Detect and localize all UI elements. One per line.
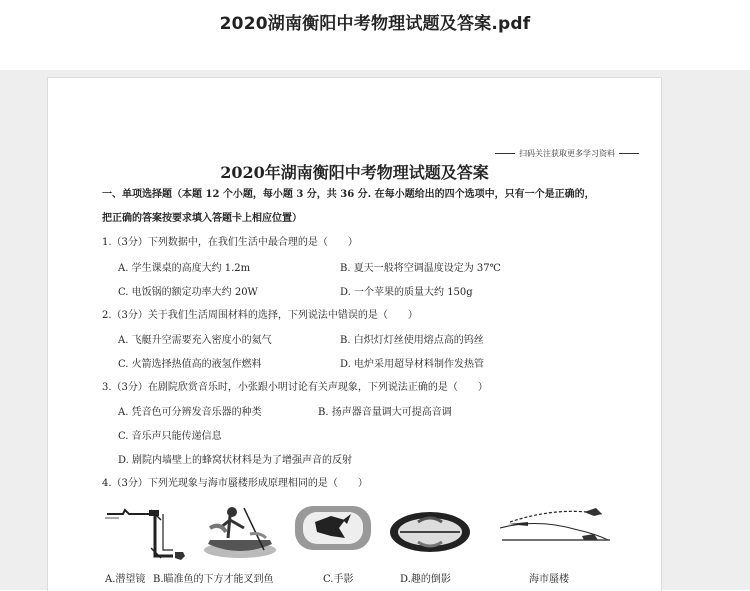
scan-note <box>491 148 643 159</box>
question-2-stem: 2.（3分）关于我们生活周围材料的选择，下列说法中错误的是（ ） <box>102 310 418 321</box>
section-heading-line1: 一、单项选择题（本题 12 个小题，每小题 3 分，共 36 分. 在每小题给出的四个选项中，只有一个是正确的， <box>102 189 595 200</box>
spear-fishing-figure <box>200 498 280 562</box>
question-1-option-c: C. 电饭锅的额定功率大约 20W <box>118 287 258 298</box>
question-3-option-a: A. 凭音色可分辨发音乐器的种类 <box>118 407 262 418</box>
question-1-option-a: A. 学生课桌的高度大约 1.2m <box>118 263 251 274</box>
question-2-option-d: D. 电炉采用超导材料制作发热管 <box>340 359 485 370</box>
hand-shadow-figure <box>293 502 373 562</box>
figure-caption-d: D.趣的倒影 <box>400 574 451 585</box>
question-3-option-d: D. 剧院内墙壁上的蜂窝状材料是为了增强声音的反射 <box>118 455 353 466</box>
question-4-stem: 4.（3分）下列光现象与海市蜃楼形成原理相同的是（ ） <box>102 478 368 489</box>
question-3-stem: 3.（3分）在剧院欣赏音乐时，小张跟小明讨论有关声现象，下列说法正确的是（ ） <box>102 382 488 393</box>
pdf-page <box>47 77 662 591</box>
question-4-figures <box>103 498 643 585</box>
periscope-figure <box>103 504 193 562</box>
question-3-option-b: B. 扬声器音量调大可提高音调 <box>318 407 452 418</box>
file-title: 2020湖南衡阳中考物理试题及答案.pdf <box>219 14 531 34</box>
question-3-option-c: C. 音乐声只能传递信息 <box>118 431 222 442</box>
figure-caption-b: B.瞄准鱼的下方才能叉到鱼 <box>153 574 274 585</box>
figure-caption-a: A.潜望镜 <box>105 574 146 585</box>
question-2-option-c: C. 火箭选择热值高的液氢作燃料 <box>118 359 262 370</box>
paper-title: 2020年湖南衡阳中考物理试题及答案 <box>220 163 489 182</box>
question-2-option-b: B. 白炽灯灯丝使用熔点高的钨丝 <box>340 335 484 346</box>
figure-caption-e: 海市蜃楼 <box>529 574 569 585</box>
question-1-stem: 1.（3分）下列数据中，在我们生活中最合理的是（ ） <box>102 237 358 248</box>
figure-caption-c: C.手影 <box>323 574 354 585</box>
viewer-header <box>0 0 750 70</box>
question-1-option-b: B. 夏天一般将空调温度设定为 37℃ <box>340 263 501 274</box>
reflection-figure <box>388 508 472 558</box>
mirage-figure <box>498 500 618 552</box>
scan-note-text: 扫码关注获取更多学习资料 <box>519 149 615 158</box>
section-heading-line2: 把正确的答案按要求填入答题卡上相应位置） <box>102 213 302 224</box>
question-2-option-a: A. 飞艇升空需要充入密度小的氦气 <box>118 335 272 346</box>
question-1-option-d: D. 一个苹果的质量大约 150g <box>340 287 473 298</box>
